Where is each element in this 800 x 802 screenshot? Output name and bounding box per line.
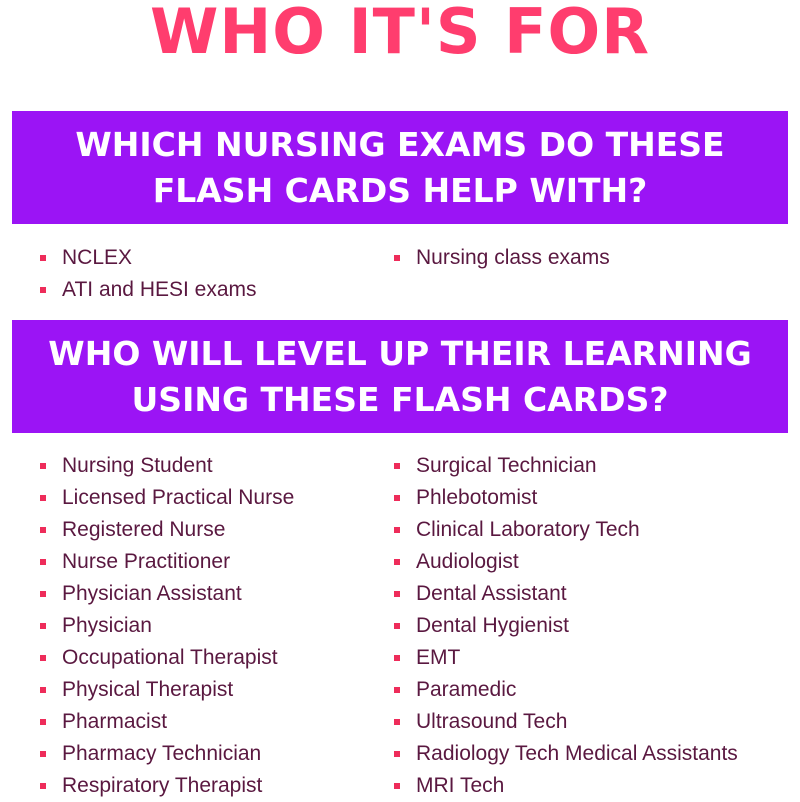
list-item-label: Nursing Student — [62, 454, 213, 477]
list-item-label: Phlebotomist — [416, 486, 538, 509]
role-list-item — [38, 578, 294, 610]
role-list-item — [392, 770, 738, 802]
role-list-item — [392, 674, 738, 706]
roles-heading-banner — [12, 320, 788, 433]
list-item-label: Pharmacist — [62, 710, 168, 733]
bullet-icon — [40, 687, 46, 693]
bullet-icon — [40, 783, 46, 789]
list-item-label: MRI Tech — [416, 774, 505, 797]
exam-list-item — [38, 242, 257, 274]
bullet-icon — [394, 719, 400, 725]
list-item-label: Nursing class exams — [416, 246, 610, 269]
exams-heading-banner — [12, 111, 788, 224]
bullet-icon — [40, 559, 46, 565]
list-item-label: EMT — [416, 646, 461, 669]
bullet-icon — [40, 751, 46, 757]
role-list-item — [38, 450, 294, 482]
bullet-icon — [40, 495, 46, 501]
bullet-icon — [394, 255, 400, 261]
list-item-label: Licensed Practical Nurse — [62, 486, 295, 509]
role-list-item — [38, 546, 294, 578]
list-item-label: Ultrasound Tech — [416, 710, 568, 733]
role-list-item — [392, 450, 738, 482]
role-list-item — [38, 738, 294, 770]
exams-list-left — [38, 242, 257, 306]
role-list-item — [38, 674, 294, 706]
role-list-item — [392, 514, 738, 546]
role-list-item — [38, 610, 294, 642]
roles-list-left — [38, 450, 294, 802]
bullet-icon — [40, 287, 46, 293]
bullet-icon — [394, 527, 400, 533]
list-item-label: Nurse Practitioner — [62, 550, 231, 573]
bullet-icon — [394, 687, 400, 693]
bullet-icon — [394, 751, 400, 757]
roles-heading-line-1: WHO WILL LEVEL UP THEIR LEARNING — [48, 333, 752, 373]
list-item-label: Physician Assistant — [62, 582, 242, 605]
list-item-label: Occupational Therapist — [62, 646, 278, 669]
bullet-icon — [40, 719, 46, 725]
bullet-icon — [394, 623, 400, 629]
bullet-icon — [40, 527, 46, 533]
role-list-item — [392, 578, 738, 610]
bullet-icon — [40, 591, 46, 597]
list-item-label: Clinical Laboratory Tech — [416, 518, 640, 541]
exam-list-item — [392, 242, 610, 274]
role-list-item — [38, 482, 294, 514]
exams-heading-line-1: WHICH NURSING EXAMS DO THESE — [75, 124, 725, 164]
list-item-label: Respiratory Therapist — [62, 774, 263, 797]
role-list-item — [38, 642, 294, 674]
list-item-label: Pharmacy Technician — [62, 742, 262, 765]
role-list-item — [392, 610, 738, 642]
bullet-icon — [394, 495, 400, 501]
role-list-item — [392, 706, 738, 738]
list-item-label: Dental Assistant — [416, 582, 567, 605]
bullet-icon — [394, 463, 400, 469]
bullet-icon — [394, 559, 400, 565]
list-item-label: Paramedic — [416, 678, 517, 701]
list-item-label: Physical Therapist — [62, 678, 234, 701]
list-item-label: Physician — [62, 614, 152, 637]
page-title: WHO IT'S FOR — [150, 0, 650, 68]
bullet-icon — [40, 463, 46, 469]
roles-list-right — [392, 450, 738, 802]
bullet-icon — [40, 655, 46, 661]
bullet-icon — [40, 623, 46, 629]
bullet-icon — [394, 655, 400, 661]
list-item-label: Registered Nurse — [62, 518, 226, 541]
bullet-icon — [40, 255, 46, 261]
list-item-label: Audiologist — [416, 550, 519, 573]
role-list-item — [38, 706, 294, 738]
role-list-item — [392, 738, 738, 770]
list-item-label: Dental Hygienist — [416, 614, 569, 637]
exams-heading-line-2: FLASH CARDS HELP WITH? — [152, 170, 648, 210]
list-item-label: Surgical Technician — [416, 454, 597, 477]
exam-list-item — [38, 274, 257, 306]
list-item-label: NCLEX — [62, 246, 133, 269]
exams-list-right — [392, 242, 610, 274]
role-list-item — [38, 770, 294, 802]
bullet-icon — [394, 591, 400, 597]
role-list-item — [38, 514, 294, 546]
list-item-label: Radiology Tech Medical Assistants — [416, 742, 738, 765]
roles-heading-line-2: USING THESE FLASH CARDS? — [131, 379, 669, 419]
role-list-item — [392, 482, 738, 514]
bullet-icon — [394, 783, 400, 789]
role-list-item — [392, 642, 738, 674]
list-item-label: ATI and HESI exams — [62, 278, 257, 301]
role-list-item — [392, 546, 738, 578]
